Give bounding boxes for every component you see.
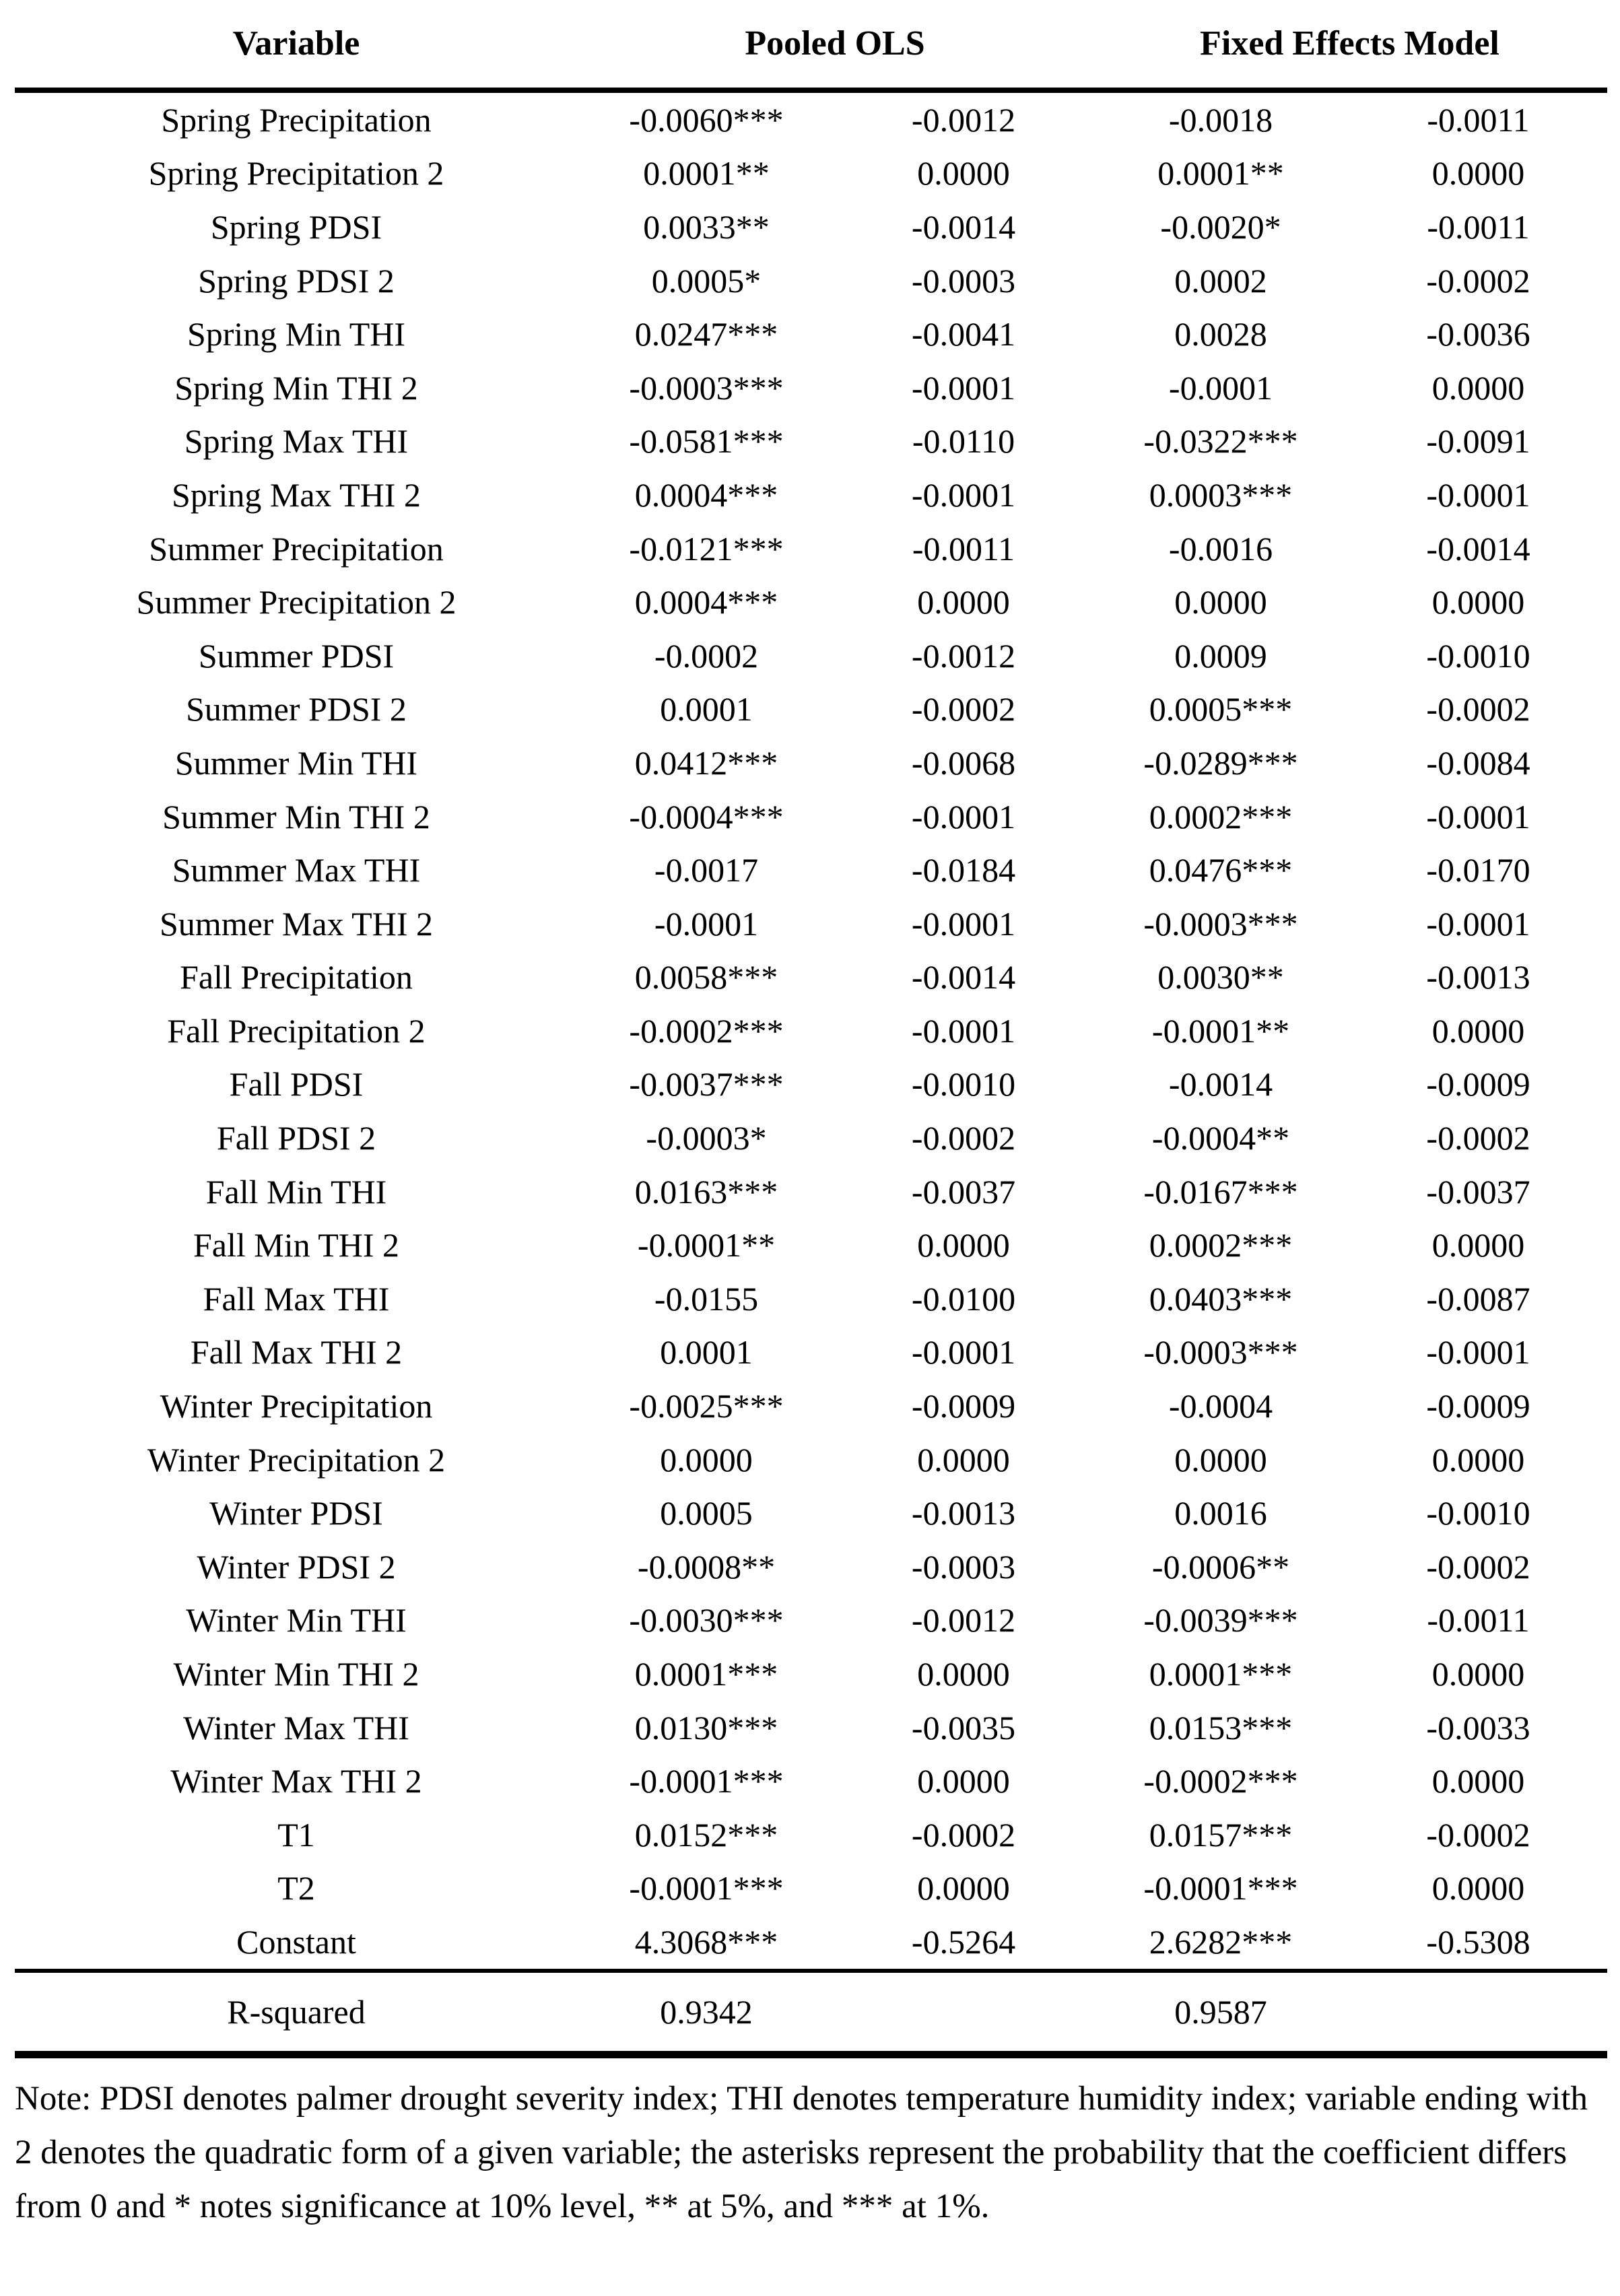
fixed-effects-se: -0.0091 bbox=[1426, 422, 1530, 461]
fixed-effects-se: -0.0011 bbox=[1427, 1601, 1530, 1640]
pooled-ols-se: -0.0041 bbox=[911, 315, 1016, 353]
variable-name: Winter Precipitation 2 bbox=[147, 1440, 446, 1479]
pooled-ols-coefficient: -0.0001*** bbox=[629, 1762, 784, 1800]
fixed-effects-se: -0.0013 bbox=[1426, 958, 1530, 997]
pooled-ols-coefficient: -0.0004*** bbox=[629, 797, 784, 836]
fixed-effects-se: -0.0014 bbox=[1426, 529, 1530, 568]
variable-name: Spring Precipitation bbox=[161, 100, 432, 139]
variable-name: Winter PDSI 2 bbox=[197, 1547, 396, 1586]
fixed-effects-se: 0.0000 bbox=[1431, 1655, 1525, 1693]
fixed-effects-coefficient: 0.0001*** bbox=[1149, 1655, 1293, 1693]
fixed-effects-se: -0.0001 bbox=[1426, 475, 1530, 514]
pooled-ols-se: -0.0002 bbox=[911, 1815, 1016, 1854]
fixed-effects-coefficient: -0.0003*** bbox=[1143, 1333, 1298, 1372]
variable-name: T2 bbox=[277, 1869, 315, 1907]
variable-name: Fall PDSI 2 bbox=[216, 1119, 376, 1157]
table-row bbox=[15, 1540, 1607, 1594]
fixed-effects-coefficient: 0.0030** bbox=[1157, 958, 1284, 997]
fixed-effects-se: -0.0037 bbox=[1426, 1172, 1530, 1211]
fixed-effects-coefficient: -0.0018 bbox=[1168, 100, 1273, 139]
pooled-ols-coefficient: 0.0247*** bbox=[634, 315, 778, 353]
pooled-ols-se: -0.0001 bbox=[911, 475, 1016, 514]
pooled-ols-coefficient: -0.0008** bbox=[637, 1547, 776, 1586]
fixed-effects-coefficient: -0.0002*** bbox=[1143, 1762, 1298, 1800]
variable-name: Summer PDSI bbox=[198, 636, 395, 675]
fixed-effects-coefficient: 0.0002*** bbox=[1149, 1226, 1293, 1264]
fixed-effects-se: 0.0000 bbox=[1431, 583, 1525, 621]
pooled-ols-se: -0.0010 bbox=[911, 1065, 1016, 1104]
pooled-ols-se: -0.5264 bbox=[911, 1922, 1016, 1961]
table-row bbox=[15, 468, 1607, 522]
fixed-effects-se: -0.0010 bbox=[1426, 636, 1530, 675]
pooled-ols-se: -0.0037 bbox=[911, 1172, 1016, 1211]
pooled-ols-se: 0.0000 bbox=[917, 1440, 1010, 1479]
fixed-effects-coefficient: 0.0157*** bbox=[1149, 1815, 1293, 1854]
variable-name: Summer Precipitation bbox=[149, 529, 444, 568]
variable-name: Spring Max THI 2 bbox=[172, 475, 421, 514]
table-row bbox=[15, 522, 1607, 576]
table-row bbox=[15, 1326, 1607, 1380]
variable-name: Summer Min THI 2 bbox=[162, 797, 430, 836]
pooled-ols-coefficient: -0.0001*** bbox=[629, 1869, 784, 1907]
pooled-ols-se: -0.0100 bbox=[911, 1279, 1016, 1318]
pooled-ols-coefficient: -0.0003* bbox=[646, 1119, 767, 1157]
pooled-ols-coefficient: 0.0412*** bbox=[634, 743, 778, 782]
pooled-ols-coefficient: -0.0001** bbox=[637, 1226, 776, 1264]
pooled-ols-se: -0.0009 bbox=[911, 1387, 1016, 1425]
table-row bbox=[15, 147, 1607, 201]
fixed-effects-se: 0.0000 bbox=[1431, 1226, 1525, 1264]
table-row bbox=[15, 1862, 1607, 1916]
fixed-effects-se: -0.0009 bbox=[1426, 1387, 1530, 1425]
pooled-ols-coefficient: -0.0002*** bbox=[629, 1011, 784, 1050]
table-row bbox=[15, 1218, 1607, 1272]
fixed-effects-se: 0.0000 bbox=[1431, 368, 1525, 407]
pooled-ols-coefficient: 0.0005* bbox=[651, 261, 762, 300]
variable-name: Fall Max THI 2 bbox=[190, 1333, 403, 1372]
fixed-effects-coefficient: 0.0476*** bbox=[1149, 851, 1293, 889]
pooled-ols-coefficient: -0.0001 bbox=[654, 904, 759, 943]
table-note: Note: PDSI denotes palmer drought severity index; THI denotes temperature humidity index; variable ending with 2 denotes the quadratic form of a given variable; the asterisks represent the probability that the coefficient differs from 0 and * notes significance at 10% level, ** at 5%, and *** at 1%. bbox=[15, 2079, 1588, 2225]
variable-name: Winter Min THI bbox=[186, 1601, 407, 1640]
pooled-ols-se: -0.0001 bbox=[911, 368, 1016, 407]
table-row bbox=[15, 1808, 1607, 1862]
fixed-effects-coefficient: -0.0167*** bbox=[1143, 1172, 1298, 1211]
fixed-effects-coefficient: 0.0000 bbox=[1174, 583, 1267, 621]
pooled-ols-se: 0.0000 bbox=[917, 1869, 1010, 1907]
pooled-ols-coefficient: -0.0037*** bbox=[629, 1065, 784, 1104]
fixed-effects-coefficient: -0.0001** bbox=[1151, 1011, 1290, 1050]
pooled-ols-coefficient: 0.0130*** bbox=[634, 1708, 778, 1747]
fixed-effects-coefficient: 0.0016 bbox=[1174, 1494, 1267, 1532]
fixed-effects-se: -0.0011 bbox=[1427, 100, 1530, 139]
table-row bbox=[15, 1754, 1607, 1808]
pooled-ols-coefficient: 0.0001*** bbox=[634, 1655, 778, 1693]
pooled-ols-se: 0.0000 bbox=[917, 1655, 1010, 1693]
variable-name: Summer Max THI 2 bbox=[160, 904, 433, 943]
variable-name: Summer Min THI bbox=[174, 743, 418, 782]
variable-name: Summer Precipitation 2 bbox=[136, 583, 457, 621]
table-row bbox=[15, 1004, 1607, 1058]
fixed-effects-coefficient: -0.0004** bbox=[1151, 1119, 1290, 1157]
fixed-effects-coefficient: -0.0001*** bbox=[1143, 1869, 1298, 1907]
table-row bbox=[15, 951, 1607, 1005]
variable-name: Fall PDSI bbox=[229, 1065, 364, 1104]
variable-name: Fall Min THI 2 bbox=[193, 1226, 400, 1264]
fixed-effects-coefficient: 0.0001** bbox=[1157, 154, 1284, 193]
table-row bbox=[15, 1647, 1607, 1701]
variable-name: Summer Max THI bbox=[172, 851, 421, 889]
table-header-row bbox=[15, 0, 1607, 88]
fixed-effects-se: -0.0002 bbox=[1426, 1547, 1530, 1586]
table-row bbox=[15, 683, 1607, 737]
pooled-ols-coefficient: 0.0000 bbox=[660, 1440, 753, 1479]
fixed-effects-coefficient: 0.0000 bbox=[1174, 1440, 1267, 1479]
variable-name: Spring PDSI 2 bbox=[198, 261, 395, 300]
table-row bbox=[15, 1379, 1607, 1433]
fixed-effects-se: 0.0000 bbox=[1431, 1869, 1525, 1907]
fixed-effects-coefficient: -0.0004 bbox=[1168, 1387, 1273, 1425]
variable-name: Winter Max THI bbox=[183, 1708, 409, 1747]
pooled-ols-coefficient: 0.0001 bbox=[660, 1333, 753, 1372]
fixed-effects-coefficient: 2.6282*** bbox=[1149, 1922, 1293, 1961]
paper-page bbox=[15, 0, 1607, 2233]
pooled-ols-coefficient: -0.0002 bbox=[654, 636, 759, 675]
pooled-ols-se: -0.0011 bbox=[912, 529, 1015, 568]
header-divider-rule bbox=[15, 88, 1607, 93]
pooled-ols-se: -0.0012 bbox=[911, 100, 1016, 139]
pooled-ols-se: -0.0001 bbox=[911, 797, 1016, 836]
pooled-ols-se: -0.0035 bbox=[911, 1708, 1016, 1747]
fixed-effects-coefficient: -0.0006** bbox=[1151, 1547, 1290, 1586]
variable-name: Spring Min THI bbox=[187, 315, 406, 353]
table-row bbox=[15, 843, 1607, 897]
fixed-effects-se: -0.0087 bbox=[1426, 1279, 1530, 1318]
fixed-effects-se: 0.0000 bbox=[1431, 1011, 1525, 1050]
table-bottom-rule bbox=[15, 2051, 1607, 2058]
pooled-ols-coefficient: -0.0003*** bbox=[629, 368, 784, 407]
table-row bbox=[15, 1165, 1607, 1219]
variable-name: Winter Min THI 2 bbox=[173, 1655, 419, 1693]
pooled-ols-se: -0.0013 bbox=[911, 1494, 1016, 1532]
pooled-ols-coefficient: 0.0058*** bbox=[634, 958, 778, 997]
fixed-effects-se: -0.0170 bbox=[1426, 851, 1530, 889]
pooled-ols-coefficient: 0.0152*** bbox=[634, 1815, 778, 1854]
pooled-ols-se: -0.0012 bbox=[911, 636, 1016, 675]
pooled-ols-se: -0.0014 bbox=[911, 958, 1016, 997]
pooled-ols-coefficient: -0.0017 bbox=[654, 851, 759, 889]
fixed-effects-se: -0.0002 bbox=[1426, 690, 1530, 729]
fixed-effects-coefficient: 0.0403*** bbox=[1149, 1279, 1293, 1318]
variable-name: Summer PDSI 2 bbox=[186, 690, 407, 729]
table-row bbox=[15, 629, 1607, 683]
variable-name: Winter PDSI bbox=[209, 1494, 383, 1532]
pooled-ols-se: -0.0014 bbox=[911, 207, 1016, 246]
table-row bbox=[15, 93, 1607, 147]
pooled-ols-coefficient: 0.0004*** bbox=[634, 583, 778, 621]
fixed-effects-coefficient: 0.0028 bbox=[1174, 315, 1267, 353]
fixed-effects-se: -0.0033 bbox=[1426, 1708, 1530, 1747]
fixed-effects-se: 0.0000 bbox=[1431, 1762, 1525, 1800]
fixed-effects-coefficient: 0.0153*** bbox=[1149, 1708, 1293, 1747]
table-row bbox=[15, 1915, 1607, 1969]
pooled-ols-coefficient: 0.0004*** bbox=[634, 475, 778, 514]
table-row bbox=[15, 1433, 1607, 1487]
pooled-ols-se: -0.0110 bbox=[912, 422, 1015, 461]
pooled-ols-coefficient: -0.0155 bbox=[654, 1279, 759, 1318]
r-squared-row bbox=[15, 1973, 1607, 2051]
fixed-effects-se: -0.0010 bbox=[1426, 1494, 1530, 1532]
variable-name: T1 bbox=[277, 1815, 315, 1854]
pooled-ols-se: -0.0002 bbox=[911, 1119, 1016, 1157]
table-row bbox=[15, 307, 1607, 361]
pooled-ols-se: -0.0001 bbox=[911, 1333, 1016, 1372]
fixed-effects-se: -0.0009 bbox=[1426, 1065, 1530, 1104]
table-row bbox=[15, 1111, 1607, 1165]
pooled-ols-coefficient: 0.0163*** bbox=[634, 1172, 778, 1211]
table-row bbox=[15, 1594, 1607, 1648]
fixed-effects-se: -0.0001 bbox=[1426, 1333, 1530, 1372]
table-row bbox=[15, 1272, 1607, 1326]
variable-name: Spring Max THI bbox=[184, 422, 409, 461]
pooled-ols-se: -0.0003 bbox=[911, 1547, 1016, 1586]
fixed-effects-coefficient: -0.0003*** bbox=[1143, 904, 1298, 943]
pooled-ols-se: -0.0001 bbox=[911, 1011, 1016, 1050]
fixed-effects-se: -0.0036 bbox=[1426, 315, 1530, 353]
variable-name: Fall Precipitation 2 bbox=[167, 1011, 426, 1050]
table-row bbox=[15, 736, 1607, 790]
fixed-effects-se: -0.0001 bbox=[1426, 797, 1530, 836]
variable-name: Spring Min THI 2 bbox=[174, 368, 418, 407]
fixed-effects-coefficient: -0.0289*** bbox=[1143, 743, 1298, 782]
fixed-effects-se: -0.0002 bbox=[1426, 261, 1530, 300]
pooled-ols-coefficient: 4.3068*** bbox=[634, 1922, 778, 1961]
variable-name: Fall Max THI bbox=[203, 1279, 390, 1318]
pooled-ols-coefficient: -0.0060*** bbox=[629, 100, 784, 139]
pooled-ols-coefficient: -0.0581*** bbox=[629, 422, 784, 461]
table-row bbox=[15, 361, 1607, 415]
fixed-effects-coefficient: 0.0003*** bbox=[1149, 475, 1293, 514]
fixed-effects-se: -0.0002 bbox=[1426, 1815, 1530, 1854]
fixed-effects-coefficient: -0.0016 bbox=[1168, 529, 1273, 568]
r-squared-fixed-effects-value: 0.9587 bbox=[1174, 1992, 1267, 2031]
pooled-ols-coefficient: 0.0033** bbox=[643, 207, 770, 246]
pooled-ols-coefficient: 0.0005 bbox=[660, 1494, 753, 1532]
table-row bbox=[15, 254, 1607, 308]
fixed-effects-coefficient: 0.0002*** bbox=[1149, 797, 1293, 836]
table-row bbox=[15, 200, 1607, 254]
variable-name: Winter Precipitation bbox=[160, 1387, 433, 1425]
r-squared-pooled-ols-value: 0.9342 bbox=[660, 1992, 753, 2031]
fixed-effects-se: -0.0011 bbox=[1427, 207, 1530, 246]
regression-table bbox=[15, 0, 1607, 2058]
table-row bbox=[15, 415, 1607, 469]
fixed-effects-coefficient: -0.0039*** bbox=[1143, 1601, 1298, 1640]
fixed-effects-coefficient: -0.0020* bbox=[1160, 207, 1281, 246]
variable-name: Fall Min THI bbox=[205, 1172, 387, 1211]
pooled-ols-se: -0.0001 bbox=[911, 904, 1016, 943]
pooled-ols-se: -0.0003 bbox=[911, 261, 1016, 300]
pooled-ols-coefficient: -0.0121*** bbox=[629, 529, 784, 568]
pooled-ols-se: -0.0184 bbox=[911, 851, 1016, 889]
fixed-effects-se: -0.5308 bbox=[1426, 1922, 1530, 1961]
fixed-effects-coefficient: -0.0001 bbox=[1168, 368, 1273, 407]
column-header-pooled-ols: Pooled OLS bbox=[745, 24, 925, 63]
table-body bbox=[15, 93, 1607, 1969]
table-row bbox=[15, 790, 1607, 844]
fixed-effects-se: -0.0001 bbox=[1426, 904, 1530, 943]
pooled-ols-se: 0.0000 bbox=[917, 583, 1010, 621]
pooled-ols-coefficient: 0.0001** bbox=[643, 154, 770, 193]
variable-name: Spring Precipitation 2 bbox=[148, 154, 444, 193]
pooled-ols-coefficient: 0.0001 bbox=[660, 690, 753, 729]
fixed-effects-coefficient: 0.0005*** bbox=[1149, 690, 1293, 729]
column-header-variable: Variable bbox=[232, 24, 360, 63]
r-squared-label: R-squared bbox=[227, 1992, 366, 2031]
table-row bbox=[15, 897, 1607, 951]
table-row bbox=[15, 1701, 1607, 1755]
table-row bbox=[15, 575, 1607, 629]
column-header-fixed-effects-model: Fixed Effects Model bbox=[1200, 24, 1499, 63]
pooled-ols-se: 0.0000 bbox=[917, 1762, 1010, 1800]
variable-name: Fall Precipitation bbox=[180, 958, 413, 997]
pooled-ols-se: 0.0000 bbox=[917, 154, 1010, 193]
pooled-ols-coefficient: -0.0025*** bbox=[629, 1387, 784, 1425]
pooled-ols-se: -0.0068 bbox=[911, 743, 1016, 782]
fixed-effects-coefficient: -0.0322*** bbox=[1143, 422, 1298, 461]
table-row bbox=[15, 1058, 1607, 1112]
fixed-effects-coefficient: 0.0009 bbox=[1174, 636, 1267, 675]
fixed-effects-se: -0.0084 bbox=[1426, 743, 1530, 782]
fixed-effects-coefficient: 0.0002 bbox=[1174, 261, 1267, 300]
pooled-ols-se: 0.0000 bbox=[917, 1226, 1010, 1264]
fixed-effects-se: 0.0000 bbox=[1431, 154, 1525, 193]
table-row bbox=[15, 1486, 1607, 1540]
variable-name: Constant bbox=[236, 1922, 356, 1961]
fixed-effects-coefficient: -0.0014 bbox=[1168, 1065, 1273, 1104]
fixed-effects-se: 0.0000 bbox=[1431, 1440, 1525, 1479]
pooled-ols-se: -0.0012 bbox=[911, 1601, 1016, 1640]
variable-name: Winter Max THI 2 bbox=[170, 1762, 422, 1800]
fixed-effects-se: -0.0002 bbox=[1426, 1119, 1530, 1157]
variable-name: Spring PDSI bbox=[210, 207, 382, 246]
pooled-ols-coefficient: -0.0030*** bbox=[629, 1601, 784, 1640]
pooled-ols-se: -0.0002 bbox=[911, 690, 1016, 729]
